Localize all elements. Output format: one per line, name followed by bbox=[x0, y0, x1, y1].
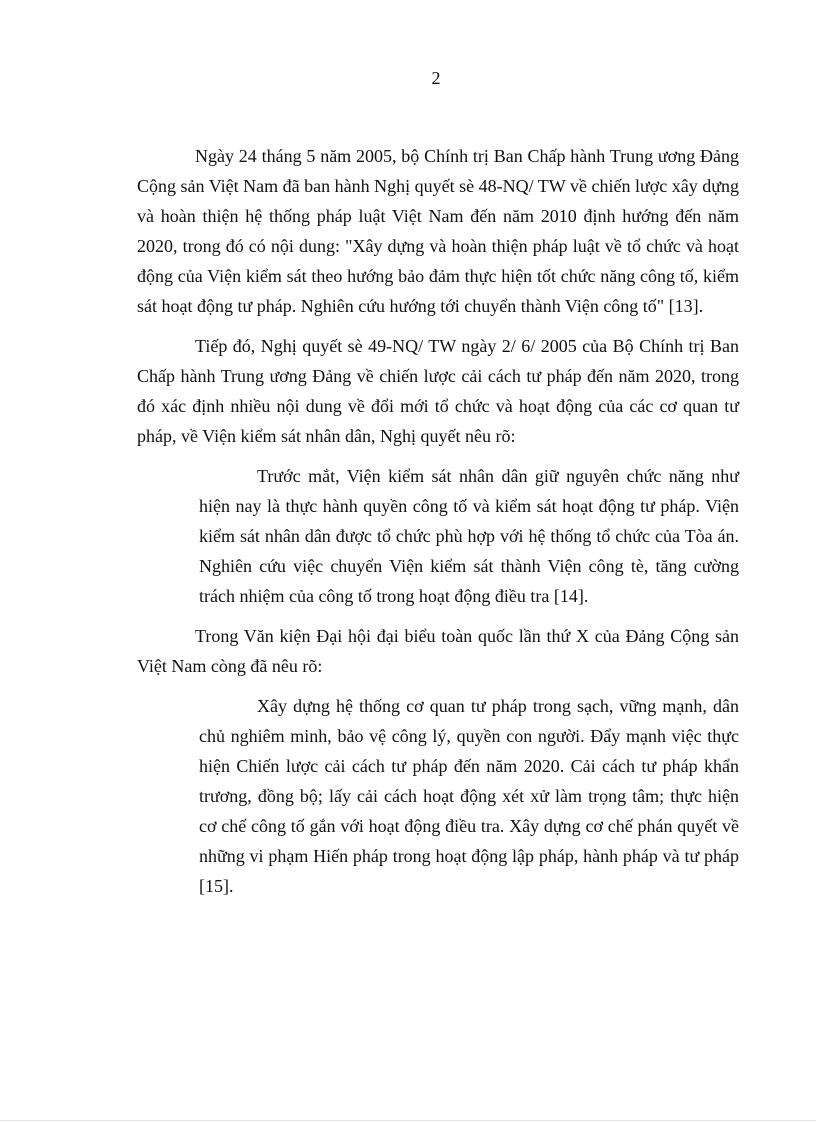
document-body bbox=[137, 141, 739, 911]
paragraph-resolution-49: Tiếp đó, Nghị quyết sè 49-NQ/ TW ngày 2/ 6/ 2005 của Bộ Chính trị Ban Chấp hành Trung ương Đảng về chiến lược cải cách tư pháp đến năm 2020, trong đó xác định nhiều nội dung về đổi mới tổ chức và hoạt động của các cơ quan tư pháp, về Viện kiểm sát nhân dân, Nghị quyết nêu rõ: bbox=[137, 336, 739, 446]
page-number: 2 bbox=[431, 68, 441, 88]
page-bottom-edge bbox=[0, 1120, 816, 1121]
block-quote-resolution-49: Trước mắt, Viện kiểm sát nhân dân giữ nguyên chức năng như hiện nay là thực hành quyền công tố và kiểm sát hoạt động tư pháp. Viện kiểm sát nhân dân được tổ chức phù hợp với hệ thống tổ chức của Tòa án. Nghiên cứu việc chuyển Viện kiểm sát thành Viện công tè, tăng cường trách nhiệm của công tố trong hoạt động điều tra [14]. bbox=[199, 466, 739, 606]
paragraph-resolution-48: Ngày 24 tháng 5 năm 2005, bộ Chính trị Ban Chấp hành Trung ương Đảng Cộng sản Việt Nam đã ban hành Nghị quyết sè 48-NQ/ TW về chiến lược xây dựng và hoàn thiện hệ thống pháp luật Việt Nam đến năm 2010 định hướng đến năm 2020, trong đó có nội dung: "Xây dựng và hoàn thiện pháp luật về tổ chức và hoạt động của Viện kiểm sát theo hướng bảo đảm thực hiện tốt chức năng công tố, kiểm sát hoạt động tư pháp. Nghiên cứu hướng tới chuyển thành Viện công tố" [13]. bbox=[137, 146, 739, 316]
paragraph-congress-documents: Trong Văn kiện Đại hội đại biểu toàn quốc lần thứ X của Đảng Cộng sản Việt Nam còng đã nêu rõ: bbox=[137, 626, 739, 676]
block-quote-congress: Xây dựng hệ thống cơ quan tư pháp trong sạch, vững mạnh, dân chủ nghiêm minh, bảo vệ công lý, quyền con người. Đẩy mạnh việc thực hiện Chiến lược cải cách tư pháp đến năm 2020. Cải cách tư pháp khẩn trương, đồng bộ; lấy cải cách hoạt động xét xử làm trọng tâm; thực hiện cơ chế công tố gắn với hoạt động điều tra. Xây dựng cơ chế phán quyết về những vi phạm Hiến pháp trong hoạt động lập pháp, hành pháp và tư pháp [15]. bbox=[199, 696, 739, 896]
